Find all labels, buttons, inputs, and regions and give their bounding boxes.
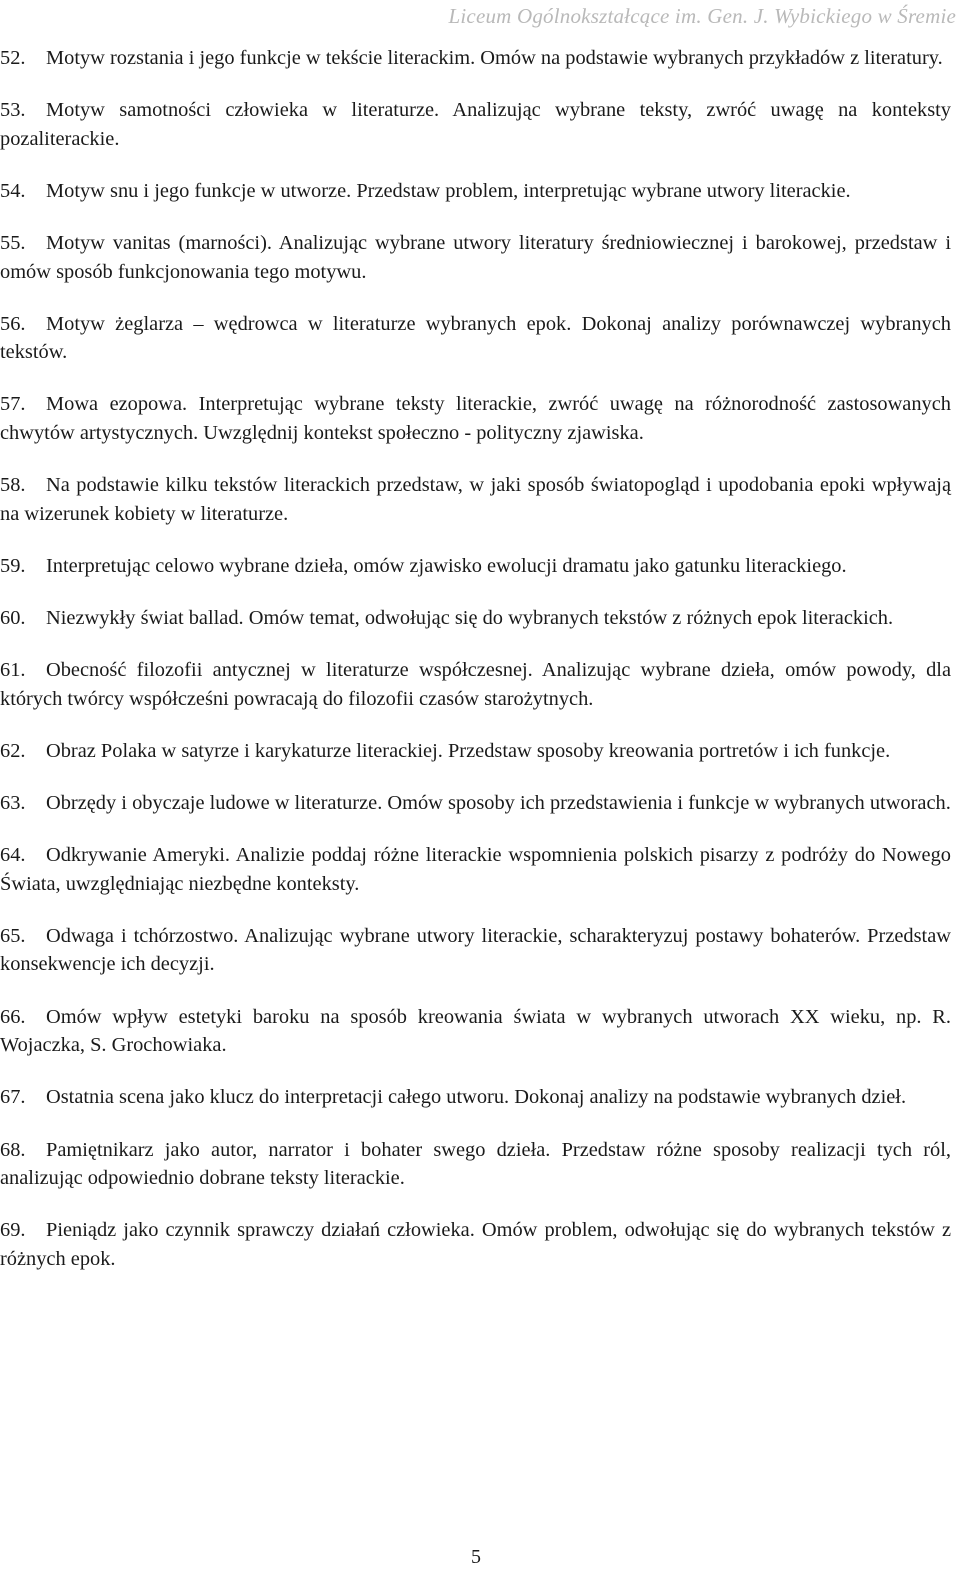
list-item — [0, 656, 951, 713]
item-number: 66. — [0, 1005, 26, 1028]
list-item — [0, 96, 951, 153]
item-number: 54. — [0, 179, 26, 202]
item-text: Motyw vanitas (marności). Analizując wybrane utwory literatury średniowiecznej i barokowej, przedstaw i omów sposób funkcjonowania tego motywu. — [0, 232, 951, 283]
page-header: Liceum Ogólnokształcące im. Gen. J. Wybickiego w Śremie — [448, 4, 956, 28]
item-text: Obraz Polaka w satyrze i karykaturze literackiej. Przedstaw sposoby kreowania portretów i ich funkcje. — [46, 739, 891, 762]
item-text: Interpretując celowo wybrane dzieła, omów zjawisko ewolucji dramatu jako gatunku literackiego. — [46, 554, 847, 577]
list-item — [0, 229, 951, 286]
list-item — [0, 552, 951, 581]
item-text: Motyw rozstania i jego funkcje w tekście literackim. Omów na podstawie wybranych przykładów z literatury. — [46, 47, 943, 69]
item-text: Motyw samotności człowieka w literaturze. Analizując wybrane teksty, zwróć uwagę na konteksty pozaliterackie. — [0, 99, 951, 150]
item-number: 55. — [0, 232, 26, 255]
item-number: 68. — [0, 1138, 26, 1161]
item-number: 67. — [0, 1086, 26, 1109]
item-number: 52. — [0, 47, 26, 69]
item-number: 69. — [0, 1219, 26, 1242]
item-number: 57. — [0, 393, 26, 416]
item-text: Niezwykły świat ballad. Omów temat, odwołując się do wybranych tekstów z różnych epok literackich. — [46, 607, 894, 629]
item-text: Motyw żeglarza – wędrowca w literaturze wybranych epok. Dokonaj analizy porównawczej wybranych tekstów. — [0, 312, 951, 364]
topic-list — [0, 44, 951, 1273]
list-item — [0, 604, 951, 633]
list-item — [0, 1083, 951, 1112]
item-text: Mowa ezopowa. Interpretując wybrane teksty literackie, zwróć uwagę na różnorodność zastosowanych chwytów artystycznych. Uwzględnij kontekst społeczno - polityczny zjawiska. — [0, 393, 951, 444]
list-item — [0, 1003, 951, 1060]
item-text: Omów wpływ estetyki baroku na sposób kreowania świata w wybranych utworach XX wieku, np. R. Wojaczka, S. Grochowiaka. — [0, 1005, 951, 1057]
item-number: 64. — [0, 844, 26, 867]
item-number: 62. — [0, 739, 26, 762]
item-number: 58. — [0, 474, 26, 497]
item-number: 53. — [0, 99, 26, 122]
list-item — [0, 44, 951, 73]
item-number: 61. — [0, 659, 26, 682]
item-number: 59. — [0, 554, 26, 577]
item-number: 63. — [0, 792, 26, 815]
list-item — [0, 789, 951, 818]
list-item — [0, 310, 951, 367]
list-item — [0, 390, 951, 447]
item-text: Motyw snu i jego funkcje w utworze. Przedstaw problem, interpretując wybrane utwory literackie. — [46, 179, 851, 202]
list-item — [0, 177, 951, 206]
list-item — [0, 471, 951, 528]
list-item — [0, 841, 951, 898]
item-text: Pieniądz jako czynnik sprawczy działań człowieka. Omów problem, odwołując się do wybranych tekstów z różnych epok. — [0, 1219, 951, 1270]
item-text: Obrzędy i obyczaje ludowe w literaturze. Omów sposoby ich przedstawienia i funkcje w wybranych utworach. — [46, 792, 951, 815]
item-text: Ostatnia scena jako klucz do interpretacji całego utworu. Dokonaj analizy na podstawie wybranych dzieł. — [46, 1086, 907, 1109]
item-text: Odkrywanie Ameryki. Analizie poddaj różne literackie wspomnienia polskich pisarzy z podróży do Nowego Świata, uwzględniając niezbędne konteksty. — [0, 844, 951, 895]
list-item — [0, 1216, 951, 1273]
item-number: 56. — [0, 312, 26, 335]
item-text: Na podstawie kilku tekstów literackich przedstaw, w jaki sposób światopogląd i upodobania epoki wpływają na wizerunek kobiety w literaturze. — [0, 474, 951, 525]
list-item — [0, 1136, 951, 1193]
item-number: 65. — [0, 924, 26, 947]
item-text: Pamiętnikarz jako autor, narrator i bohater swego dzieła. Przedstaw różne sposoby realizacji tych ról, analizując odpowiednio dobrane teksty literackie. — [0, 1138, 951, 1189]
item-text: Obecność filozofii antycznej w literaturze współczesnej. Analizując wybrane dzieła, omów powody, dla których twórcy współcześni powracają do filozofii czasów starożytnych. — [0, 659, 951, 710]
item-text: Odwaga i tchórzostwo. Analizując wybrane utwory literackie, scharakteryzuj postawy bohaterów. Przedstaw konsekwencje ich decyzji. — [0, 924, 951, 976]
list-item — [0, 737, 951, 766]
list-item — [0, 922, 951, 979]
item-number: 60. — [0, 607, 26, 629]
page-number: 5 — [471, 1546, 481, 1568]
